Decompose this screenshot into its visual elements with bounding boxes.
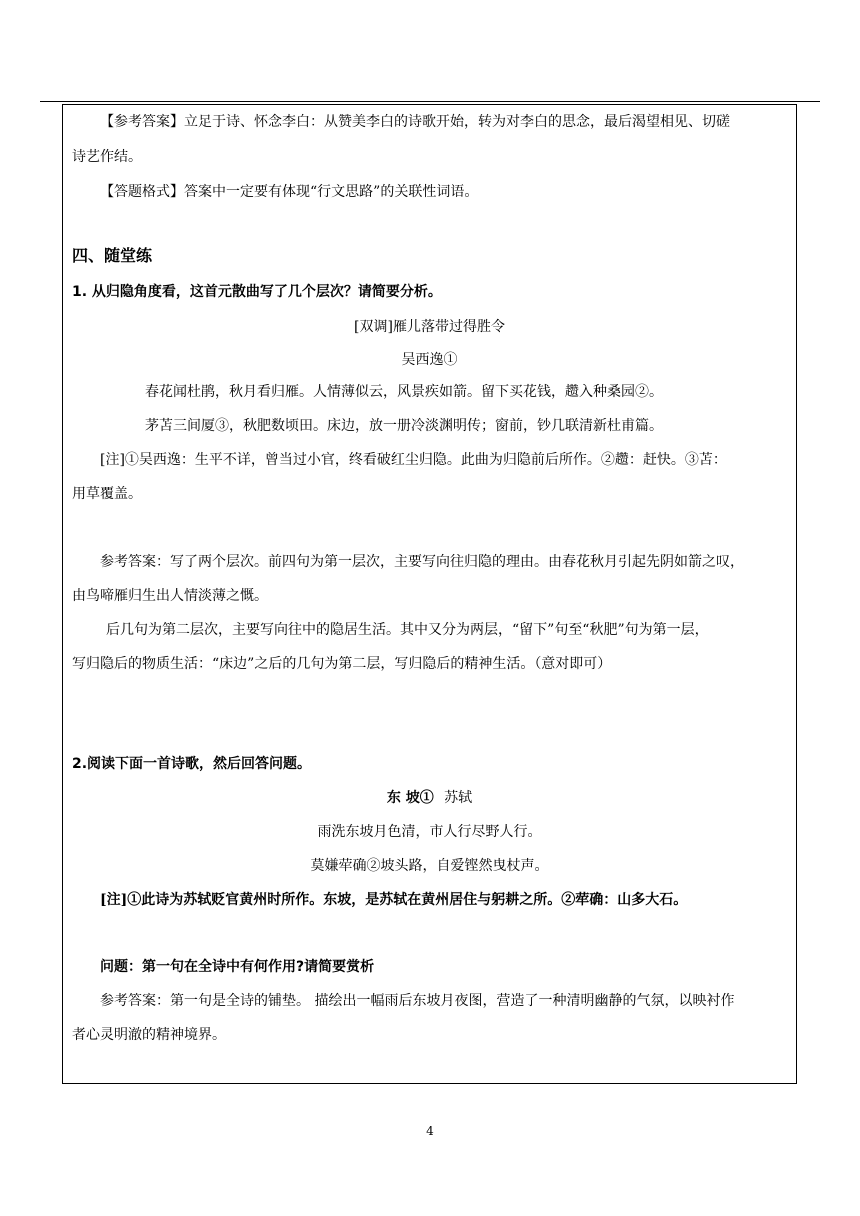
poem-author: 苏轼 xyxy=(444,790,473,806)
poem-line: 雨洗东坡月色清，市人行尽野人行。 xyxy=(317,824,542,840)
poem-author: 吴西逸① xyxy=(401,352,458,368)
poem-note: [注]①此诗为苏轼贬官黄州时所作。东坡，是苏轼在黄州居住与躬耕之所。②荦确：山多大石。 xyxy=(100,892,688,908)
reference-answer-line: 【参考答案】立足于诗、怀念李白：从赞美李白的诗歌开始，转为对李白的思念，最后渴望相见、切磋 xyxy=(100,114,730,130)
poem-note: [注]①吴西逸：生平不详，曾当过小官，终看破红尘归隐。此曲为归隐前后所作。②趱：赶快。③苫： xyxy=(100,452,727,468)
header-rule xyxy=(40,101,820,102)
poem-note: 用草覆盖。 xyxy=(72,486,142,502)
poem-title: 东 坡① xyxy=(386,790,434,806)
answer-line: 参考答案：写了两个层次。前四句为第一层次，主要写向往归隐的理由。由春花秋月引起先阴如箭之叹， xyxy=(100,554,744,570)
answer-line: 参考答案：第一句是全诗的铺垫。 描绘出一幅雨后东坡月夜图，营造了一种清明幽静的气氛，以映衬作 xyxy=(100,993,735,1009)
poem-heading xyxy=(62,789,797,807)
poem-line: 莫嫌荦确②坡头路，自爱铿然曳杖声。 xyxy=(310,858,549,874)
question-2: 问题：第一句在全诗中有何作用?请简要赏析 xyxy=(100,959,375,975)
poem-line: 茅苫三间厦③，秋肥数顷田。床边，放一册冷淡渊明传；窗前，钞几联清新杜甫篇。 xyxy=(145,418,663,434)
poem-line: 春花闻杜鹃，秋月看归雁。人情薄似云，风景疾如箭。留下买花钱，趱入种桑园②。 xyxy=(145,384,663,400)
poem-title: [双调]雁儿落带过得胜令 xyxy=(354,319,505,335)
answer-line: 由鸟啼雁归生出人情淡薄之慨。 xyxy=(72,588,268,604)
answer-line: 后几句为第二层次，主要写向往中的隐居生活。其中又分为两层，“留下”句至“秋肥”句为第一层， xyxy=(106,622,709,638)
answer-format-note: 【答题格式】答案中一定要有体现“行文思路”的关联性词语。 xyxy=(100,184,479,200)
question-1: 1. 从归隐角度看，这首元散曲写了几个层次？请简要分析。 xyxy=(72,284,442,300)
section-title: 四、随堂练 xyxy=(72,246,153,265)
reference-answer-line: 诗艺作结。 xyxy=(72,149,142,165)
question-2-intro: 2.阅读下面一首诗歌，然后回答问题。 xyxy=(72,756,312,772)
page-number: 4 xyxy=(426,1124,434,1138)
answer-line: 写归隐后的物质生活：“床边”之后的几句为第二层，写归隐后的精神生活。（意对即可） xyxy=(72,656,612,672)
answer-line: 者心灵明澈的精神境界。 xyxy=(72,1027,226,1043)
